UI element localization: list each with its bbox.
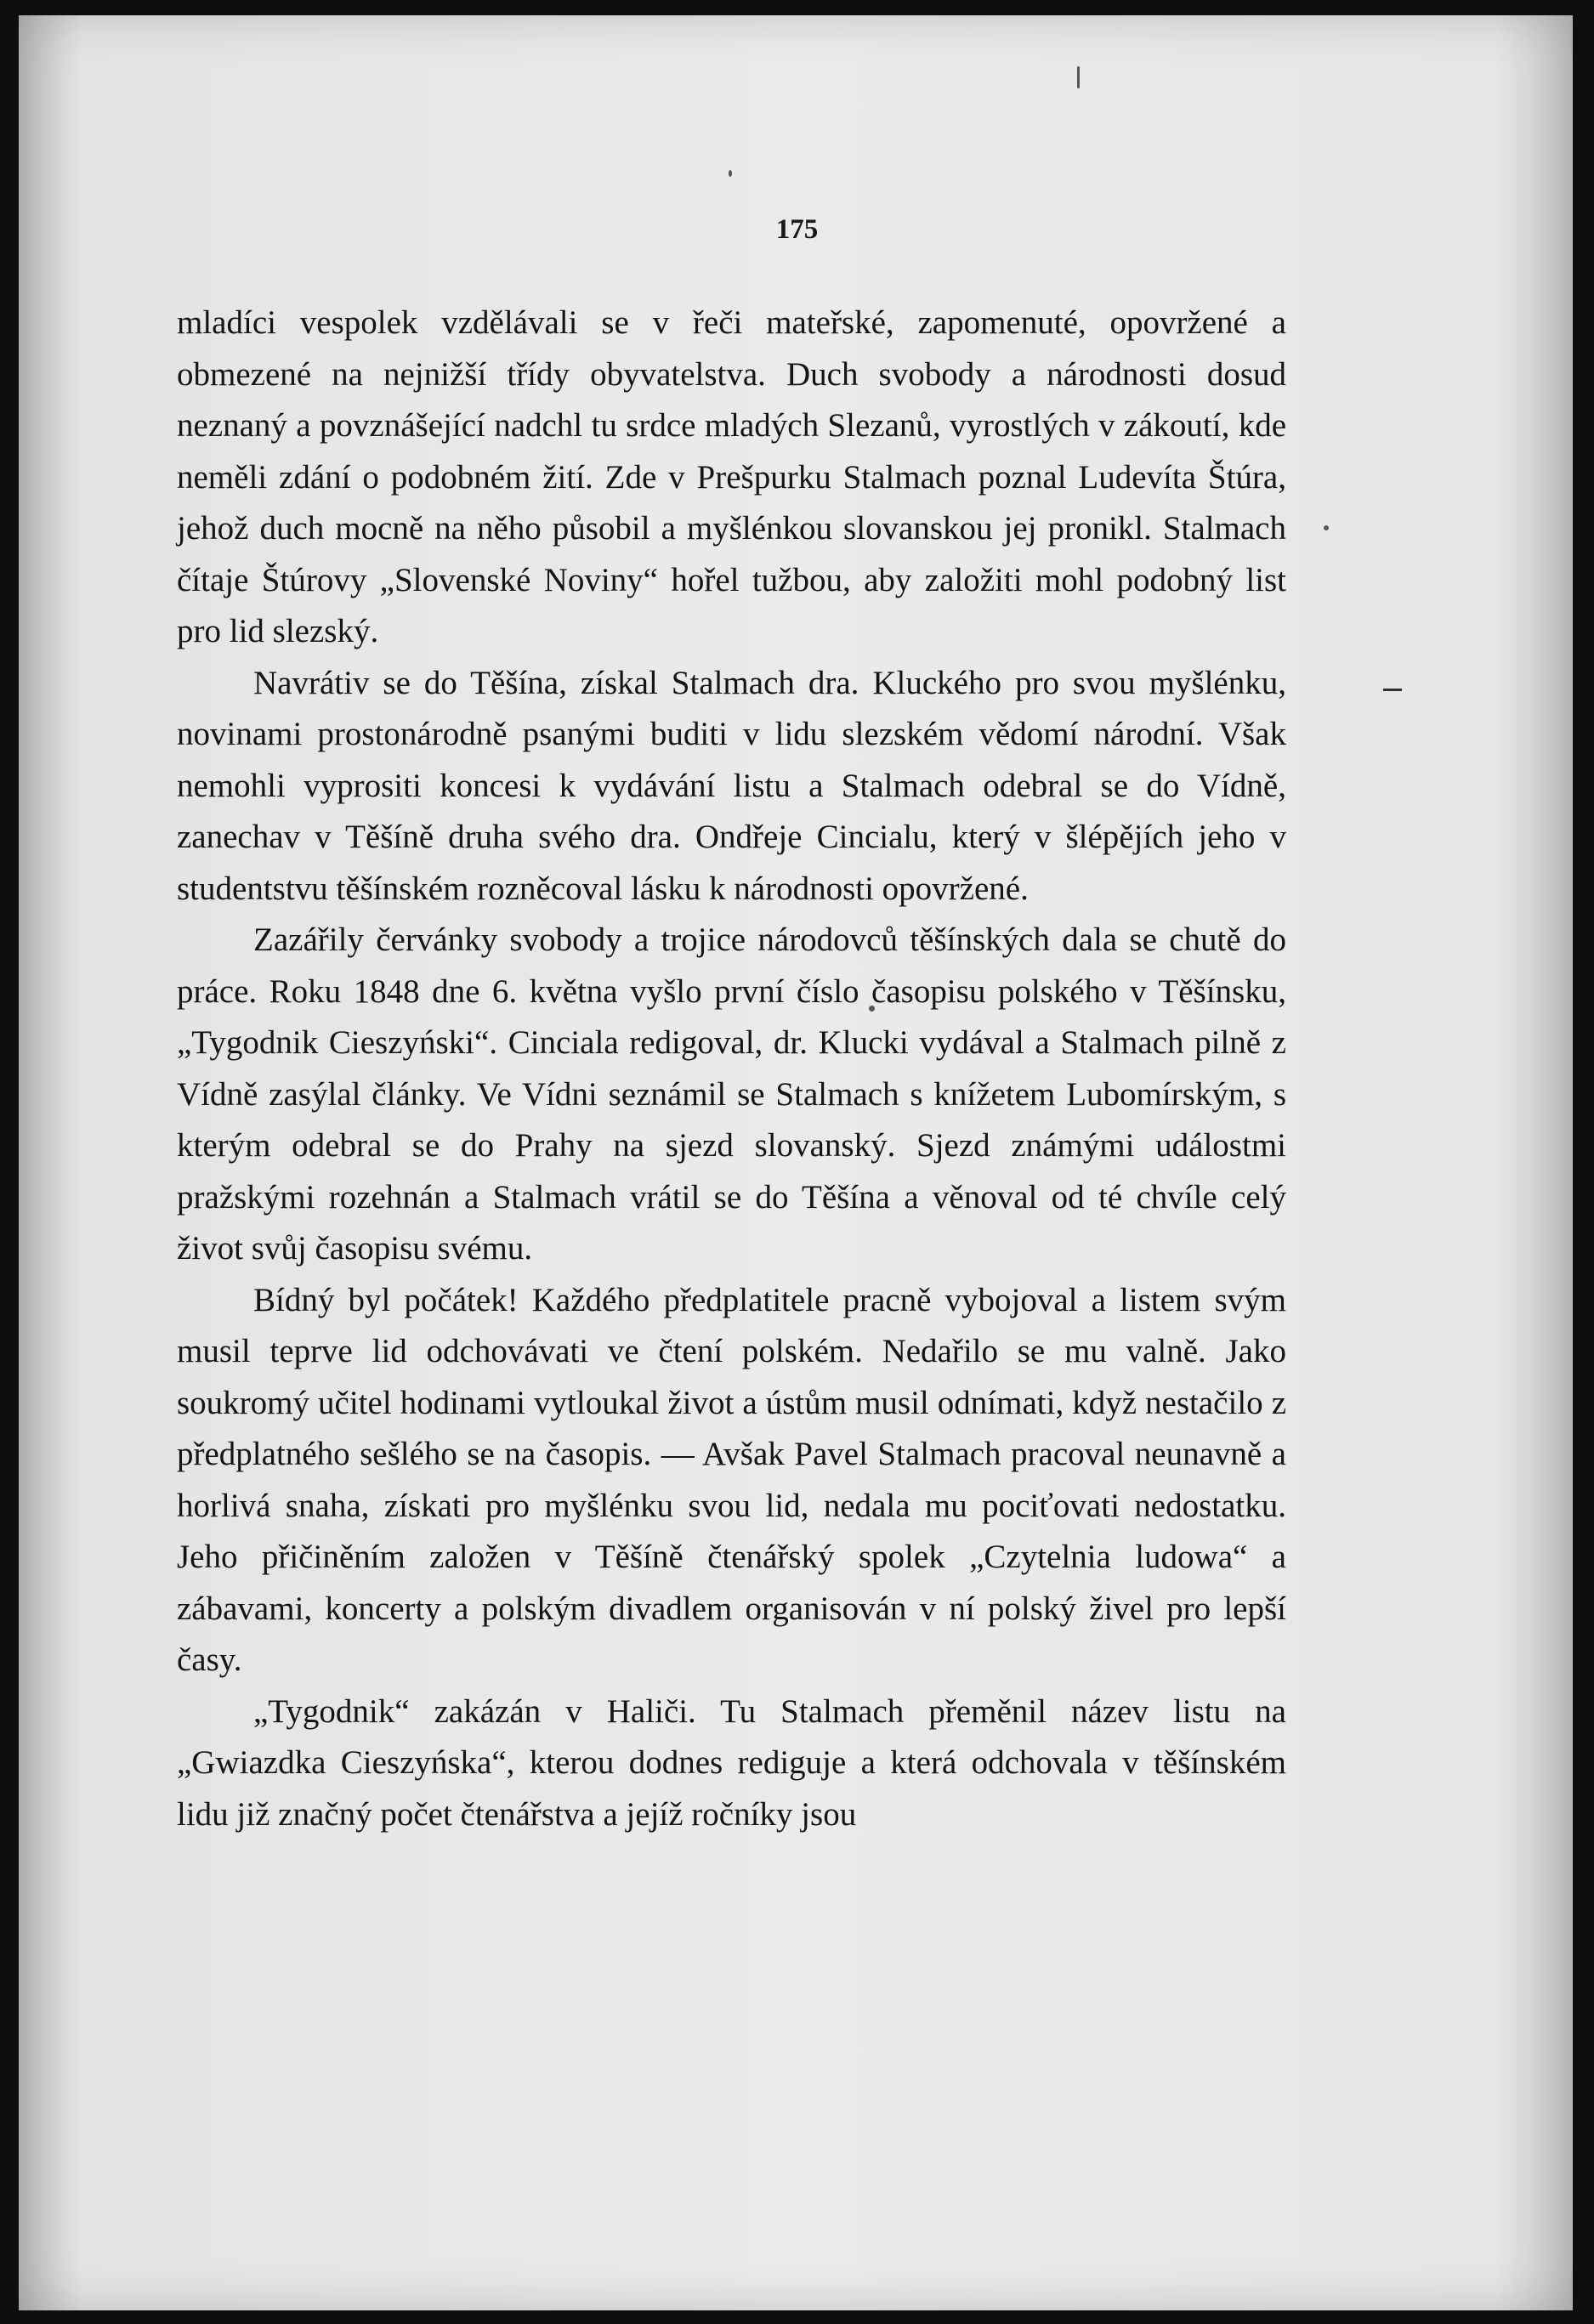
margin-mark (1383, 689, 1402, 691)
dust-speck (729, 170, 732, 177)
paragraph: Navrátiv se do Těšína, získal Stalmach dra. Kluckého pro svou myšlénku, novinami prostonárodně psanými buditi v lidu slezském vědomí národní. Však nemohli vyprositi koncesi k vydávání listu a Stalmach odebral se do Vídně, zanechav v Těšíně druha svého dra. Ondřeje Cincialu, který v šlépějích jeho v studentstvu těšínském rozněcoval lásku k národnosti opovržené. (177, 664, 1286, 907)
dust-speck (1324, 525, 1329, 530)
paragraph: Bídný byl počátek! Každého předplatitele pracně vybojoval a listem svým musil teprve lid odchovávati ve čtení polském. Nedařilo se mu valně. Jako soukromý učitel hodinami vytloukal život a ústům musil odnímati, když nestačilo z předplatného sešlého se na časopis. — Avšak Pavel Stalmach pracoval neunavně a horlivá snaha, získati pro myšlénku svou lid, nedala mu pociťovati nedostatku. Jeho přičiněním založen v Těšíně čtenářský spolek „Czytelnia ludowa“ a zábavami, koncerty a polským divadlem organisován v ní polský živel pro lepší časy. (177, 1281, 1286, 1678)
page-number: 175 (775, 214, 819, 245)
paragraph: Zazářily červánky svobody a trojice národovců těšínských dala se chutě do práce. Roku 1848 dne 6. května vyšlo první číslo časopisu polského v Těšínsku, „Tygodnik Cieszyński“. Cinciala redigoval, dr. Klucki vydával a Stalmach pilně z Vídně zasýlal články. Ve Vídni seznámil se Stalmach s knížetem Lubomírským, s kterým odebral se do Prahy na sjezd slovanský. Sjezd známými událostmi pražskými rozehnán a Stalmach vrátil se do Těšína a věnoval od té chvíle celý život svůj časopisu svému. (177, 921, 1286, 1267)
body-text (177, 298, 1286, 1840)
dust-speck (1077, 66, 1080, 88)
paragraph: mladíci vespolek vzdělávali se v řeči mateřské, zapomenuté, opovržené a obmezené na nejnižší třídy obyvatelstva. Duch svobody a národnosti dosud neznaný a povznášející nadchl tu srdce mladých Slezanů, vyrostlých v zákoutí, kde neměli zdání o podobném žití. Zde v Prešpurku Stalmach poznal Ludevíta Štúra, jehož duch mocně na něho působil a myšlénkou slovanskou jej pronikl. Stalmach čítaje Štúrovy „Slovenské Noviny“ hořel tužbou, aby založiti mohl podobný list pro lid slezský. (177, 304, 1286, 649)
paragraph: „Tygodnik“ zakázán v Haliči. Tu Stalmach přeměnil název listu na „Gwiazdka Cieszyńska“, kterou dodnes rediguje a která odchovala v těšínském lidu již značný počet čtenářstva a jejíž ročníky jsou (177, 1692, 1286, 1833)
